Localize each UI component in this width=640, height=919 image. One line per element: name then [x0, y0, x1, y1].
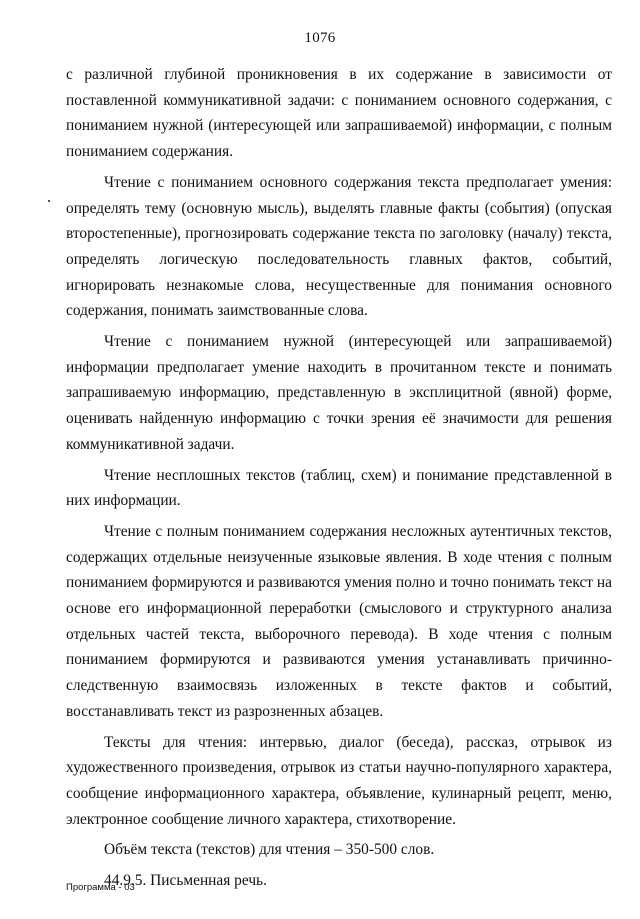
- scan-speck: [48, 200, 50, 202]
- paragraph-non-continuous-texts: Чтение несплошных текстов (таблиц, схем) и понимание представленной в них информации.: [66, 466, 612, 510]
- paragraph-full-understanding-reading: Чтение с полным пониманием содержания несложных аутентичных текстов, содержащих отдельные неизученные языковые явления. В ходе чтения с полным пониманием формируются и развиваются умения полно и точно понимать текст на основе его информационной переработки (смыслового и структурного анализа отдельных частей текста, выборочного перевода). В ходе чтения с полным пониманием формируются и развиваются умения устанавливать причинно-следственную взаимосвязь изложенных в тексте фактов и событий, восстанавливать текст из разрозненных абзацев.: [66, 522, 612, 720]
- paragraph-text-volume: Объём текста (текстов) для чтения – 350-500 слов.: [104, 841, 435, 859]
- document-body: [66, 62, 612, 899]
- page-number: 1076: [304, 30, 336, 46]
- paragraph-continuation: с различной глубиной проникновения в их содержание в зависимости от поставленной коммуникативной задачи: с пониманием основного содержания, с пониманием нужной (интересующей или запрашиваемой) информации, с полным пониманием содержания.: [66, 66, 612, 161]
- paragraph-main-content-reading: Чтение с пониманием основного содержания текста предполагает умения: определять тему (основную мысль), выделять главные факты (события) (опуская второстепенные), прогнозировать содержание текста по заголовку (началу) текста, определять логическую последовательность главных фактов, событий, игнорировать незнакомые слова, несущественные для понимания основного содержания, понимать заимствованные слова.: [66, 173, 612, 320]
- section-heading-written-speech: 44.9.5. Письменная речь.: [104, 872, 267, 890]
- paragraph-text-types: Тексты для чтения: интервью, диалог (беседа), рассказ, отрывок из художественного произведения, отрывок из статьи научно-популярного характера, сообщение информационного характера, объявление, кулинарный рецепт, меню, электронное сообщение личного характера, стихотворение.: [66, 733, 612, 828]
- paragraph-specific-info-reading: Чтение с пониманием нужной (интересующей или запрашиваемой) информации предполагает умение находить в прочитанном тексте и понимать запрашиваемую информацию, представленную в эксплицитной (явной) форме, оценивать найденную информацию с точки зрения её значимости для решения коммуникативной задачи.: [66, 333, 612, 453]
- footer-program-label: Программа - 03: [66, 882, 135, 893]
